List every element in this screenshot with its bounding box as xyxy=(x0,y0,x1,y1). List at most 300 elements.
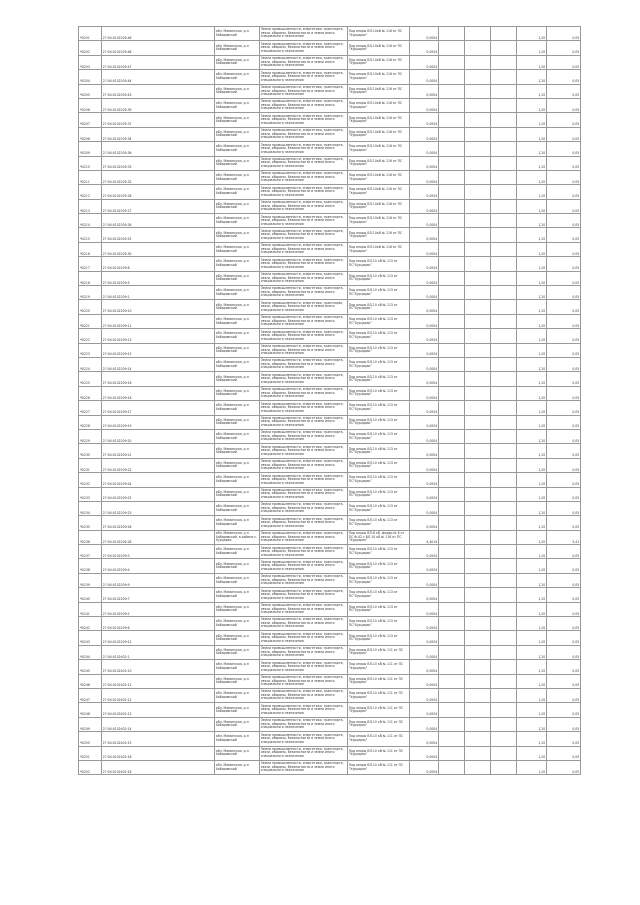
cell-empty xyxy=(491,401,517,415)
cell-addr: обл. Мамонская, р-н Хабаровский xyxy=(215,487,260,501)
cell-area: 0,0004 xyxy=(410,343,439,357)
cell-rate: 1,20 xyxy=(517,271,547,285)
cell-id: Ч0206 xyxy=(79,98,102,112)
cell-use: Земли промышленности, энергетики, транспорта, связи, обороны, безопасности и земли иного специального назначения xyxy=(260,185,348,199)
cell-empty xyxy=(465,746,491,760)
cell-empty xyxy=(491,170,517,184)
cell-area: 0,0004 xyxy=(410,199,439,213)
cell-sum: 0,05 xyxy=(547,458,581,472)
cell-addr: обл. Мамонская, р-н Хабаровский xyxy=(215,717,260,731)
cell-id: Ч0211 xyxy=(79,170,102,184)
cell-area: 0,0004 xyxy=(410,27,439,41)
cell-empty xyxy=(491,645,517,659)
cell-name: Под опоры ВЛ-10 кВ № 113 от ПС"Хурцарак" xyxy=(348,617,410,631)
document-page xyxy=(78,26,580,892)
cell-use: Земли промышленности, энергетики, транспорта, связи, обороны, безопасности и земли иного специального назначения xyxy=(260,357,348,371)
cell-cad: 27:04:0102205:32 xyxy=(102,170,215,184)
cell-empty xyxy=(491,70,517,84)
cell-use: Земли промышленности, энергетики, транспорта, связи, обороны, безопасности и земли иного специального назначения xyxy=(260,516,348,530)
cell-id: Ч0246 xyxy=(79,674,102,688)
cell-sum: 0,05 xyxy=(547,559,581,573)
cell-empty xyxy=(465,444,491,458)
cell-addr: обл. Мамонская, р-н Хабаровский xyxy=(215,199,260,213)
cell-empty xyxy=(439,415,465,429)
cell-name: Под опоры ВЛ-10 кВ № 113 от ПС"Хурцарак" xyxy=(348,401,410,415)
cell-rate: 1,20 xyxy=(517,732,547,746)
cell-cad: 27:04:0102209:2 xyxy=(102,602,215,616)
cell-empty xyxy=(439,142,465,156)
cell-rate: 1,20 xyxy=(517,372,547,386)
cell-addr: обл. Мамонская, р-н Хабаровский xyxy=(215,501,260,515)
cell-area: 0,0004 xyxy=(410,573,439,587)
cell-use: Земли промышленности, энергетики, транспорта, связи, обороны, безопасности и земли иного специального назначения xyxy=(260,386,348,400)
cell-use: Земли промышленности, энергетики, транспорта, связи, обороны, безопасности и земли иного специального назначения xyxy=(260,286,348,300)
cell-empty xyxy=(439,732,465,746)
cell-rate: 1,20 xyxy=(517,458,547,472)
cell-cad: 27:04:0102402:12 xyxy=(102,688,215,702)
cell-sum: 0,05 xyxy=(547,660,581,674)
cell-use: Земли промышленности, энергетики, транспорта, связи, обороны, безопасности и земли иного специального назначения xyxy=(260,674,348,688)
cell-empty xyxy=(465,487,491,501)
cell-id: Ч0208 xyxy=(79,127,102,141)
cell-rate: 1,20 xyxy=(517,185,547,199)
cell-name: Под опоры ВЛ-10 кВ № 113 от ПС"Хурцарак" xyxy=(348,501,410,515)
cell-id: Ч0204 xyxy=(79,70,102,84)
cell-cad: 27:04:0102209:26 xyxy=(102,516,215,530)
cell-empty xyxy=(465,329,491,343)
cell-rate: 1,20 xyxy=(517,674,547,688)
table-row xyxy=(79,41,581,55)
cell-id: Ч0240 xyxy=(79,588,102,602)
table-row xyxy=(79,760,581,774)
cell-sum: 0,05 xyxy=(547,357,581,371)
cell-area: 0,0004 xyxy=(410,717,439,731)
table-row xyxy=(79,401,581,415)
cell-use: Земли промышленности, энергетики, транспорта, связи, обороны, безопасности и земли иного специального назначения xyxy=(260,458,348,472)
table-row xyxy=(79,688,581,702)
cell-sum: 0,05 xyxy=(547,84,581,98)
cell-area: 0,0004 xyxy=(410,156,439,170)
cell-empty xyxy=(439,314,465,328)
cell-cad: 27:04:0102209:1 xyxy=(102,286,215,300)
cell-id: Ч0229 xyxy=(79,429,102,443)
cell-empty xyxy=(439,343,465,357)
cell-rate: 1,20 xyxy=(517,113,547,127)
cell-use: Земли промышленности, энергетики, транспорта, связи, обороны, безопасности и земли иного специального назначения xyxy=(260,257,348,271)
cell-addr: обл. Мамонская, р-н Хабаровский xyxy=(215,329,260,343)
cell-empty xyxy=(465,357,491,371)
cell-addr: обл. Мамонская, р-н Хабаровский xyxy=(215,98,260,112)
cell-addr: обл. Мамонская, р-н Хабаровский xyxy=(215,732,260,746)
cell-id: Ч0207 xyxy=(79,113,102,127)
cell-empty xyxy=(491,501,517,515)
cell-addr: обл. Мамонская, р-н Хабаровский xyxy=(215,401,260,415)
cell-name: Под опоры ВЛ-10кВ № 116 от ПС "Хурцарак" xyxy=(348,113,410,127)
cell-empty xyxy=(491,559,517,573)
cell-empty xyxy=(439,631,465,645)
cell-empty xyxy=(465,286,491,300)
cell-empty xyxy=(491,746,517,760)
cell-addr: обл. Мамонская, р-н Хабаровский, в районе с. Хурцарак xyxy=(215,530,260,544)
cell-sum: 0,05 xyxy=(547,199,581,213)
table-row xyxy=(79,429,581,443)
table-row xyxy=(79,602,581,616)
cell-rate: 1,20 xyxy=(517,688,547,702)
cell-empty xyxy=(439,41,465,55)
table-row xyxy=(79,559,581,573)
cell-use: Земли промышленности, энергетики, транспорта, связи, обороны, безопасности и земли иного специального назначения xyxy=(260,27,348,41)
cell-id: Ч0219 xyxy=(79,286,102,300)
cell-name: Под опоры ВЛ-10 кВ № 113 от ПС"Хурцарак" xyxy=(348,444,410,458)
cell-empty xyxy=(465,372,491,386)
cell-empty xyxy=(491,55,517,69)
table-row xyxy=(79,487,581,501)
cell-empty xyxy=(439,717,465,731)
cell-addr: обл. Мамонская, р-н Хабаровский xyxy=(215,27,260,41)
cell-addr: обл. Мамонская, р-н Хабаровский xyxy=(215,674,260,688)
cell-cad: 27:04:0102402:18 xyxy=(102,760,215,774)
cell-name: Под опоры ВЛ-10 кВ № 113 от ПС"Хурцарак" xyxy=(348,458,410,472)
cell-area: 0,0004 xyxy=(410,271,439,285)
cell-empty xyxy=(465,660,491,674)
cell-empty xyxy=(465,559,491,573)
cell-addr: обл. Мамонская, р-н Хабаровский xyxy=(215,228,260,242)
cell-use: Земли промышленности, энергетики, транспорта, связи, обороны, безопасности и земли иного специального назначения xyxy=(260,228,348,242)
cell-empty xyxy=(439,300,465,314)
cell-area: 0,0004 xyxy=(410,386,439,400)
cell-rate: 1,20 xyxy=(517,55,547,69)
cell-id: Ч0238 xyxy=(79,559,102,573)
cell-area: 0,0004 xyxy=(410,329,439,343)
table-row xyxy=(79,444,581,458)
cell-rate: 1,20 xyxy=(517,588,547,602)
cell-id: Ч0245 xyxy=(79,660,102,674)
cell-area: 0,0004 xyxy=(410,688,439,702)
cell-empty xyxy=(465,84,491,98)
cell-id: Ч0252 xyxy=(79,760,102,774)
cell-sum: 0,05 xyxy=(547,573,581,587)
cell-cad: 27:04:0102209:11 xyxy=(102,314,215,328)
cell-addr: обл. Мамонская, р-н Хабаровский xyxy=(215,688,260,702)
cell-cad: 27:04:0102402:15 xyxy=(102,732,215,746)
cell-rate: 1,20 xyxy=(517,429,547,443)
cell-use: Земли промышленности, энергетики, транспорта, связи, обороны, безопасности и земли иного специального назначения xyxy=(260,70,348,84)
cell-addr: обл. Мамонская, р-н Хабаровский xyxy=(215,271,260,285)
cell-cad: 27:04:0102209:20 xyxy=(102,429,215,443)
cell-rate: 1,20 xyxy=(517,617,547,631)
cell-area: 0,0004 xyxy=(410,228,439,242)
cell-empty xyxy=(491,473,517,487)
cell-empty xyxy=(465,242,491,256)
cell-cad: 27:04:0102205:27 xyxy=(102,199,215,213)
table-row xyxy=(79,357,581,371)
cell-name: Под опоры ВЛ-10 кВ № 113 от ПС"Хурцарак" xyxy=(348,257,410,271)
cell-id: Ч0210 xyxy=(79,156,102,170)
cell-cad: 27:04:0102205:33 xyxy=(102,156,215,170)
cell-empty xyxy=(465,127,491,141)
cell-use: Земли промышленности, энергетики, транспорта, связи, обороны, безопасности и земли иного специального назначения xyxy=(260,530,348,544)
table-row xyxy=(79,329,581,343)
cell-empty xyxy=(491,113,517,127)
cell-empty xyxy=(491,487,517,501)
cell-id: Ч0209 xyxy=(79,142,102,156)
cell-sum: 0,05 xyxy=(547,142,581,156)
cell-empty xyxy=(439,545,465,559)
cell-area: 0,0004 xyxy=(410,314,439,328)
cell-area: 0,0004 xyxy=(410,660,439,674)
cell-empty xyxy=(439,746,465,760)
table-row xyxy=(79,98,581,112)
cell-id: Ч0235 xyxy=(79,516,102,530)
cell-name: Под опоры ВЛ-10кВ № 116 от ПС "Хурцарак" xyxy=(348,70,410,84)
cell-id: Ч0224 xyxy=(79,357,102,371)
cell-name: Под опоры ВЛ-10кВ № 116 от ПС "Хурцарак" xyxy=(348,84,410,98)
cell-use: Земли промышленности, энергетики, транспорта, связи, обороны, безопасности и земли иного специального назначения xyxy=(260,717,348,731)
cell-id: Ч0203 xyxy=(79,55,102,69)
cell-cad: 27:04:0102205:43 xyxy=(102,84,215,98)
cell-empty xyxy=(439,674,465,688)
cell-empty xyxy=(491,660,517,674)
cell-sum: 0,05 xyxy=(547,487,581,501)
cell-empty xyxy=(491,674,517,688)
cell-addr: обл. Мамонская, р-н Хабаровский xyxy=(215,386,260,400)
table-body xyxy=(79,27,581,775)
cell-name: Под опоры ВЛ-10 кВ № 113 от ПС"Хурцарак" xyxy=(348,271,410,285)
cell-empty xyxy=(465,516,491,530)
cell-rate: 1,20 xyxy=(517,559,547,573)
table-row xyxy=(79,703,581,717)
cell-sum: 0,05 xyxy=(547,185,581,199)
cell-empty xyxy=(439,429,465,443)
cell-rate: 1,20 xyxy=(517,343,547,357)
cell-name: Под опоры ВЛ-10 кВ № 113 от ПС"Хурцарак" xyxy=(348,372,410,386)
cell-id: Ч0232 xyxy=(79,473,102,487)
cell-empty xyxy=(465,573,491,587)
cell-empty xyxy=(439,214,465,228)
cell-id: Ч0248 xyxy=(79,703,102,717)
cell-empty xyxy=(439,170,465,184)
cell-addr: обл. Мамонская, р-н Хабаровский xyxy=(215,372,260,386)
cell-empty xyxy=(465,732,491,746)
cell-empty xyxy=(439,228,465,242)
cell-cad: 27:04:0102205:47 xyxy=(102,55,215,69)
cell-addr: обл. Мамонская, р-н Хабаровский xyxy=(215,41,260,55)
cell-cad: 27:04:0102402:16 xyxy=(102,746,215,760)
cell-sum: 0,05 xyxy=(547,386,581,400)
cell-use: Земли промышленности, энергетики, транспорта, связи, обороны, безопасности и земли иного специального назначения xyxy=(260,559,348,573)
cell-rate: 1,20 xyxy=(517,228,547,242)
cell-addr: обл. Мамонская, р-н Хабаровский xyxy=(215,660,260,674)
cell-empty xyxy=(491,717,517,731)
cell-use: Земли промышленности, энергетики, транспорта, связи, обороны, безопасности и земли иного специального назначения xyxy=(260,631,348,645)
table-row xyxy=(79,473,581,487)
cell-name: Под опоры ВЛ-10 кВ № 111 от ПС "Хурцарак" xyxy=(348,746,410,760)
cell-empty xyxy=(491,156,517,170)
cell-use: Земли промышленности, энергетики, транспорта, связи, обороны, безопасности и земли иного специального назначения xyxy=(260,271,348,285)
cell-use: Земли промышленности, энергетики, транспорта, связи, обороны, безопасности и земли иного специального назначения xyxy=(260,487,348,501)
table-row xyxy=(79,458,581,472)
cell-name: Под опоры ВЛ-10 кВ № 113 от ПС"Хурцарак" xyxy=(348,329,410,343)
cell-empty xyxy=(465,41,491,55)
cell-empty xyxy=(491,516,517,530)
cell-rate: 1,20 xyxy=(517,386,547,400)
table-row xyxy=(79,199,581,213)
cell-area: 0,0004 xyxy=(410,300,439,314)
cell-id: Ч0244 xyxy=(79,645,102,659)
table-row xyxy=(79,142,581,156)
cell-sum: 0,05 xyxy=(547,98,581,112)
cell-empty xyxy=(439,602,465,616)
cell-empty xyxy=(439,645,465,659)
cell-name: Под опоры ВЛ-10 кВ № 113 от ПС"Хурцарак" xyxy=(348,573,410,587)
cell-sum: 0,05 xyxy=(547,70,581,84)
cell-rate: 1,20 xyxy=(517,142,547,156)
table-row xyxy=(79,113,581,127)
cell-use: Земли промышленности, энергетики, транспорта, связи, обороны, безопасности и земли иного специального назначения xyxy=(260,602,348,616)
cell-sum: 0,05 xyxy=(547,688,581,702)
cell-id: Ч0231 xyxy=(79,458,102,472)
cell-id: Ч0236 xyxy=(79,530,102,544)
cell-empty xyxy=(465,458,491,472)
cell-sum: 0,05 xyxy=(547,401,581,415)
table-row xyxy=(79,185,581,199)
table-row xyxy=(79,271,581,285)
cell-name: Под опоры ВЛ-10 кВ № 113 от ПС"Хурцарак" xyxy=(348,631,410,645)
cell-cad: 27:04:0102209:24 xyxy=(102,473,215,487)
cell-rate: 1,20 xyxy=(517,242,547,256)
cell-id: Ч0241 xyxy=(79,602,102,616)
cell-use: Земли промышленности, энергетики, транспорта, связи, обороны, безопасности и земли иного специального назначения xyxy=(260,660,348,674)
cell-id: Ч0216 xyxy=(79,242,102,256)
cell-cad: 27:04:0102205:44 xyxy=(102,70,215,84)
cell-rate: 1,20 xyxy=(517,127,547,141)
cell-empty xyxy=(491,602,517,616)
cell-empty xyxy=(491,98,517,112)
table-row xyxy=(79,516,581,530)
cell-empty xyxy=(491,415,517,429)
cell-empty xyxy=(439,617,465,631)
table-row xyxy=(79,386,581,400)
cell-empty xyxy=(439,113,465,127)
cell-use: Земли промышленности, энергетики, транспорта, связи, обороны, безопасности и земли иного специального назначения xyxy=(260,242,348,256)
cell-rate: 1,20 xyxy=(517,703,547,717)
cell-rate: 1,20 xyxy=(517,401,547,415)
cell-sum: 0,05 xyxy=(547,717,581,731)
cell-rate: 1,20 xyxy=(517,631,547,645)
cell-use: Земли промышленности, энергетики, транспорта, связи, обороны, безопасности и земли иного специального назначения xyxy=(260,688,348,702)
cell-area: 0,0004 xyxy=(410,357,439,371)
cell-empty xyxy=(439,530,465,544)
table-row xyxy=(79,343,581,357)
cell-sum: 0,05 xyxy=(547,703,581,717)
cell-rate: 1,20 xyxy=(517,286,547,300)
cell-area: 0,0004 xyxy=(410,746,439,760)
cell-area: 0,0004 xyxy=(410,458,439,472)
cell-area: 0,0004 xyxy=(410,559,439,573)
cell-use: Земли промышленности, энергетики, транспорта, связи, обороны, безопасности и земли иного специального назначения xyxy=(260,343,348,357)
cell-empty xyxy=(491,127,517,141)
cell-use: Земли промышленности, энергетики, транспорта, связи, обороны, безопасности и земли иного специального назначения xyxy=(260,760,348,774)
cell-name: Под опоры ВЛ-10 кВ № 111 от ПС "Хурцарак" xyxy=(348,732,410,746)
cell-area: 0,0004 xyxy=(410,55,439,69)
cell-empty xyxy=(439,98,465,112)
cell-empty xyxy=(465,27,491,41)
cell-rate: 1,20 xyxy=(517,602,547,616)
cell-addr: обл. Мамонская, р-н Хабаровский xyxy=(215,588,260,602)
cell-empty xyxy=(439,559,465,573)
cell-id: Ч0228 xyxy=(79,415,102,429)
cell-empty xyxy=(439,386,465,400)
cell-area: 0,0004 xyxy=(410,645,439,659)
table-row xyxy=(79,314,581,328)
cell-rate: 1,20 xyxy=(517,170,547,184)
cell-id: Ч0230 xyxy=(79,444,102,458)
cell-rate: 1,20 xyxy=(517,645,547,659)
cell-rate: 1,20 xyxy=(517,573,547,587)
cell-sum: 0,05 xyxy=(547,242,581,256)
cell-name: Под опоры ВЛ-10кВ № 116 от ПС "Хурцарак" xyxy=(348,142,410,156)
cell-empty xyxy=(439,516,465,530)
cell-name: Под опоры ВЛ-10 кВ № 113 от ПС"Хурцарак" xyxy=(348,588,410,602)
cell-name: Под опоры ВЛ-10 кВ № 113 от ПС"Хурцарак" xyxy=(348,286,410,300)
cell-empty xyxy=(465,214,491,228)
cell-empty xyxy=(439,156,465,170)
cell-empty xyxy=(491,329,517,343)
cell-sum: 0,05 xyxy=(547,300,581,314)
table-row xyxy=(79,573,581,587)
cell-sum: 0,05 xyxy=(547,645,581,659)
cell-name: Под опоры ВЛ-10 кВ № 111 от ПС "Хурцарак" xyxy=(348,703,410,717)
cell-sum: 0,05 xyxy=(547,127,581,141)
cell-id: Ч0233 xyxy=(79,487,102,501)
cell-empty xyxy=(491,631,517,645)
cell-empty xyxy=(465,228,491,242)
cell-empty xyxy=(439,70,465,84)
cell-use: Земли промышленности, энергетики, транспорта, связи, обороны, безопасности и земли иного специального назначения xyxy=(260,170,348,184)
cell-area: 0,0004 xyxy=(410,214,439,228)
cell-addr: обл. Мамонская, р-н Хабаровский xyxy=(215,760,260,774)
cell-rate: 1,20 xyxy=(517,257,547,271)
cell-empty xyxy=(491,286,517,300)
cell-name: Под опоры ВЛ-10кВ № 116 от ПС "Хурцарак" xyxy=(348,127,410,141)
table-row xyxy=(79,530,581,544)
cell-use: Земли промышленности, энергетики, транспорта, связи, обороны, безопасности и земли иного специального назначения xyxy=(260,329,348,343)
cell-name: Под опоры ВЛ-6 кВ, фидер № 6 от ПС Ф-42 с ВЛ-10 кВ № 116 от ПС "Хурцарак" xyxy=(348,530,410,544)
cell-area: 0,0004 xyxy=(410,674,439,688)
cell-cad: 27:04:0102209:21 xyxy=(102,444,215,458)
cell-name: Под опоры ВЛ-10кВ № 116 от ПС "Хурцарак" xyxy=(348,27,410,41)
cell-name: Под опоры ВЛ-10 кВ № 113 от ПС"Хурцарак" xyxy=(348,300,410,314)
cell-rate: 1,20 xyxy=(517,660,547,674)
cell-addr: обл. Мамонская, р-н Хабаровский xyxy=(215,617,260,631)
cell-area: 0,0004 xyxy=(410,602,439,616)
cell-empty xyxy=(439,760,465,774)
cell-empty xyxy=(465,386,491,400)
cell-empty xyxy=(465,530,491,544)
cell-id: Ч0218 xyxy=(79,271,102,285)
cell-sum: 0,05 xyxy=(547,473,581,487)
cell-sum: 0,05 xyxy=(547,732,581,746)
cell-sum: 0,05 xyxy=(547,372,581,386)
cell-cad: 27:04:0102402:11 xyxy=(102,674,215,688)
cell-empty xyxy=(491,41,517,55)
cell-area: 4,4014 xyxy=(410,530,439,544)
cell-empty xyxy=(465,98,491,112)
cell-cad: 27:04:0102209:17 xyxy=(102,401,215,415)
cell-cad: 27:04:0102402:14 xyxy=(102,717,215,731)
cell-use: Земли промышленности, энергетики, транспорта, связи, обороны, безопасности и земли иного специального назначения xyxy=(260,84,348,98)
cell-id: Ч0223 xyxy=(79,343,102,357)
